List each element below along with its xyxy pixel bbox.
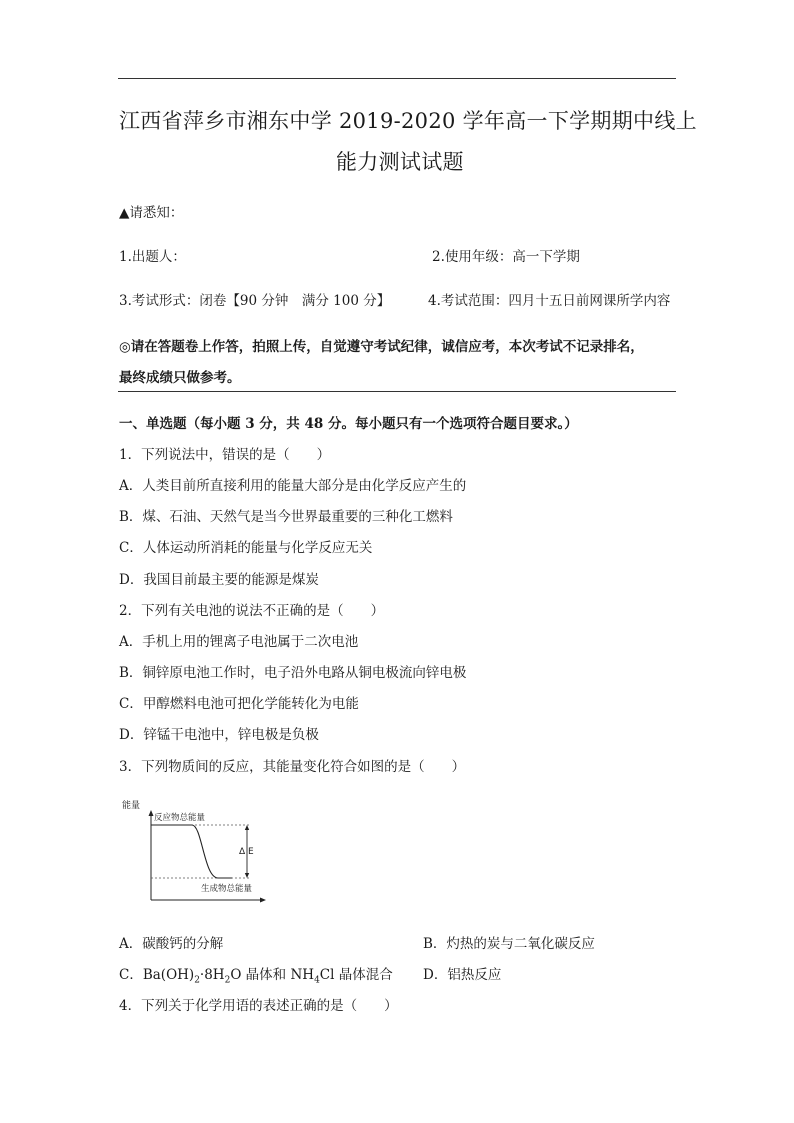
- option-c-sub-1: 2: [194, 975, 200, 986]
- diagram-delta-arrow-up: [245, 825, 249, 830]
- diagram-x-axis-arrow: [260, 898, 266, 903]
- option-c-sub-2: 2: [224, 975, 231, 986]
- diagram-y-axis-arrow: [149, 810, 154, 816]
- question-1-stem: 1．下列说法中，错误的是（ ）: [119, 447, 331, 463]
- question-3-option-b: B．灼热的炭与二氧化碳反应: [423, 936, 595, 952]
- question-3-option-a: A．碳酸钙的分解: [119, 936, 224, 952]
- option-c-text-3: O 晶体和 NH: [230, 967, 315, 983]
- question-1-option-c: C．人体运动所消耗的能量与化学反应无关: [119, 540, 373, 556]
- question-2-option-c: C．甲醇燃料电池可把化学能转化为电能: [119, 696, 359, 712]
- page-title-line2: 能力测试试题: [336, 150, 464, 174]
- page-title-line1: 江西省萍乡市湘东中学 2019-2020 学年高一下学期期中线上: [119, 109, 697, 133]
- question-1-option-d: D．我国目前最主要的能源是煤炭: [119, 572, 319, 588]
- notice-item-scope: 4.考试范围：四月十五日前网课所学内容: [428, 293, 671, 309]
- question-2-option-a: A．手机上用的锂离子电池属于二次电池: [119, 634, 359, 650]
- option-c-text-1: C．Ba(OH): [119, 967, 195, 983]
- notice-heading: ▲请悉知：: [119, 205, 184, 221]
- question-1-option-a: A．人类目前所直接利用的能量大部分是由化学反应产生的: [119, 478, 467, 494]
- option-c-sub-3: 4: [314, 975, 320, 986]
- notice-item-author: 1.出题人：: [119, 249, 186, 265]
- diagram-y-label: 能量: [122, 801, 141, 811]
- notice-item-format: 3.考试形式：闭卷【90 分钟 满分 100 分】: [119, 293, 391, 309]
- section-heading: 一、单选题（每小题 3 分，共 48 分。每小题只有一个选项符合题目要求。）: [119, 416, 578, 432]
- question-3-option-c: [119, 963, 393, 986]
- option-c-text-2: ·8H: [199, 967, 225, 983]
- notice-item-grade: 2.使用年级：高一下学期: [432, 249, 580, 265]
- section-rule: [118, 391, 676, 392]
- diagram-reactant-label: 反应物总能量: [154, 813, 206, 823]
- notice-warning-line2: 最终成绩只做参考。: [119, 370, 241, 386]
- top-rule: [118, 78, 676, 79]
- energy-diagram: [120, 796, 270, 908]
- question-2-stem: 2．下列有关电池的说法不正确的是（ ）: [119, 603, 385, 619]
- question-3-stem: 3．下列物质间的反应，其能量变化符合如图的是（ ）: [119, 759, 466, 775]
- question-3-option-d: D．铝热反应: [423, 967, 502, 983]
- question-4-stem: 4．下列关于化学用语的表述正确的是（ ）: [119, 998, 398, 1014]
- diagram-delta-arrow-down: [245, 873, 249, 878]
- question-2-option-b: B．铜锌原电池工作时，电子沿外电路从铜电极流向锌电极: [119, 665, 467, 681]
- question-2-option-d: D．锌锰干电池中，锌电极是负极: [119, 727, 319, 743]
- question-1-option-b: B．煤、石油、天然气是当今世界最重要的三种化工燃料: [119, 509, 453, 525]
- notice-warning-line1: ◎请在答题卷上作答，拍照上传，自觉遵守考试纪律，诚信应考，本次考试不记录排名，: [119, 339, 644, 355]
- diagram-delta-label: Δ E: [239, 847, 254, 857]
- option-c-text-4: Cl 晶体混合: [319, 967, 393, 983]
- diagram-energy-curve: [151, 825, 232, 878]
- diagram-product-label: 生成物总能量: [201, 884, 253, 894]
